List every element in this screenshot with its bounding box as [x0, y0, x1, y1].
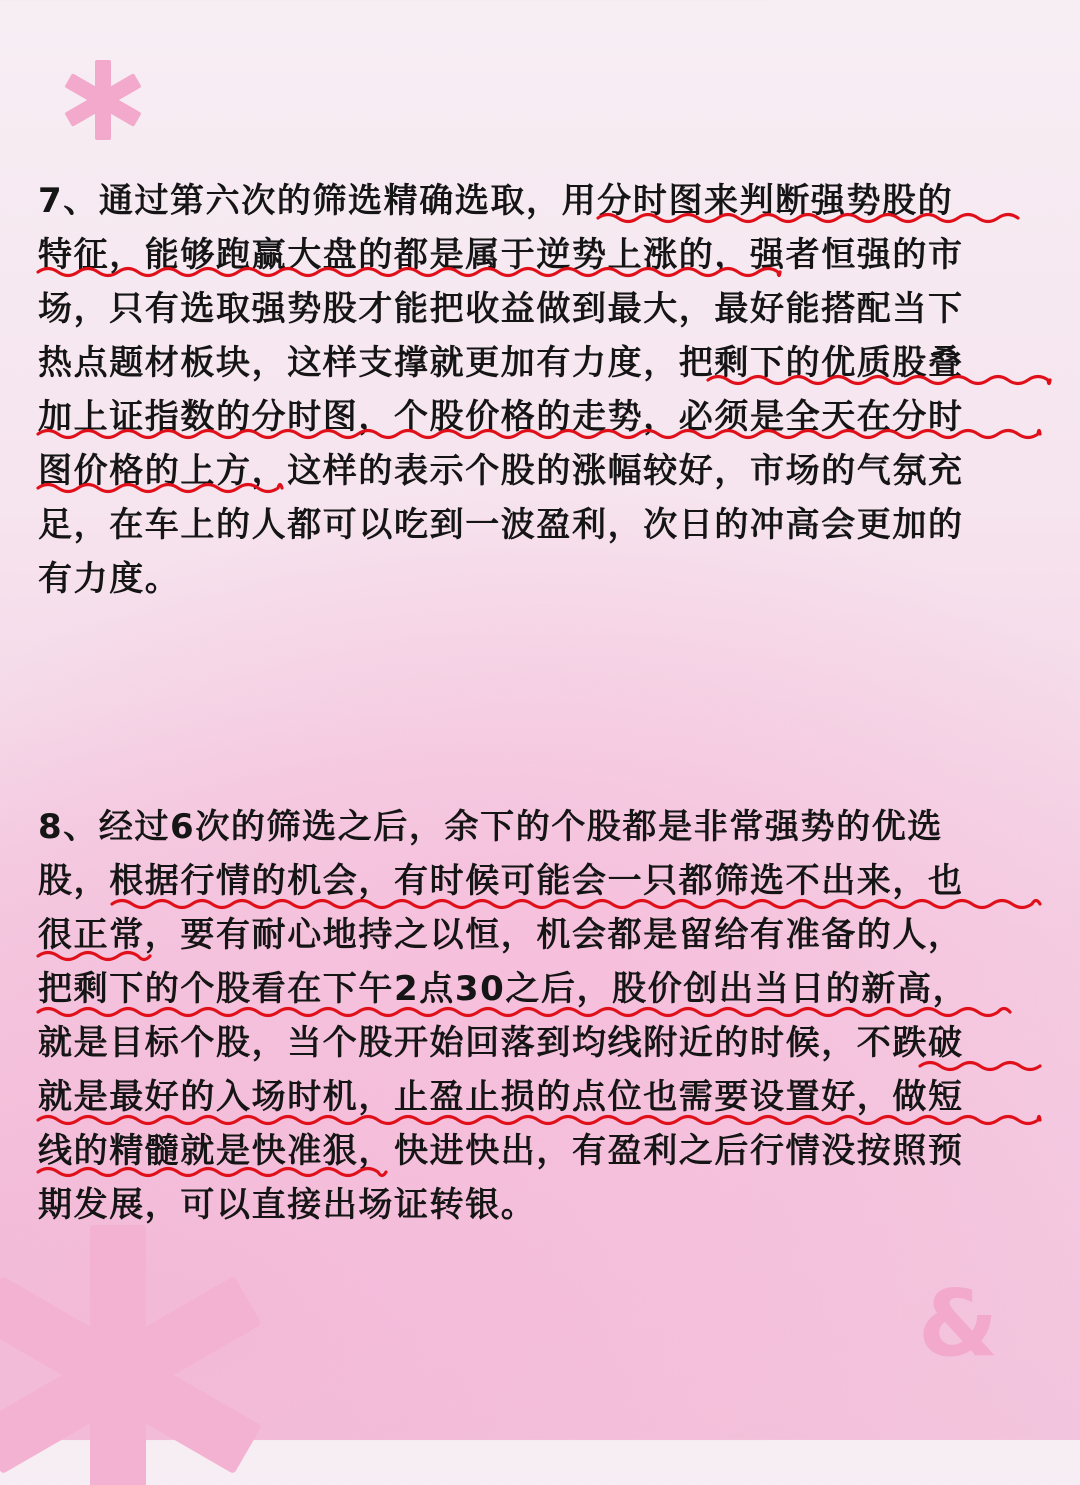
large-asterisk-icon: [0, 1225, 280, 1485]
text-line: 加上证指数的分时图，个股价格的走势，必须是全天在分时: [38, 397, 964, 437]
text-line: 就是目标个股，当个股开始回落到均线附近的时候，不跌破: [38, 1023, 964, 1063]
paragraph-8: [38, 800, 1038, 1232]
text-line: 很正常，要有耐心地持之以恒，机会都是留给有准备的人，: [38, 915, 964, 955]
text-line: 把剩下的个股看在下午2点30之后，股价创出当日的新高，: [38, 969, 969, 1009]
text-line: 期发展，可以直接出场证转银。: [38, 1185, 537, 1225]
text-line: 热点题材板块，这样支撑就更加有力度，把剩下的优质股叠: [38, 343, 964, 383]
text-line: 有力度。: [38, 559, 181, 599]
text-line: 图价格的上方，这样的表示个股的涨幅较好，市场的气氛充: [38, 451, 964, 491]
text-line: 足，在车上的人都可以吃到一波盈利，次日的冲高会更加的: [38, 505, 964, 545]
text-line: 特征，能够跑赢大盘的都是属于逆势上涨的，强者恒强的市: [38, 235, 964, 275]
asterisk-icon: [58, 60, 148, 140]
paragraph-7: [38, 174, 1038, 606]
ampersand-decoration: &: [918, 1270, 999, 1377]
text-line: 股，根据行情的机会，有时候可能会一只都筛选不出来，也: [38, 861, 964, 901]
text-line: 线的精髓就是快准狠，快进快出，有盈利之后行情没按照预: [38, 1131, 964, 1171]
text-line: 8、经过6次的筛选之后，余下的个股都是非常强势的优选: [38, 807, 943, 847]
text-line: 就是最好的入场时机，止盈止损的点位也需要设置好，做短: [38, 1077, 964, 1117]
text-line: 7、通过第六次的筛选精确选取，用分时图来判断强势股的: [38, 181, 954, 221]
text-line: 场，只有选取强势股才能把收益做到最大，最好能搭配当下: [38, 289, 964, 329]
